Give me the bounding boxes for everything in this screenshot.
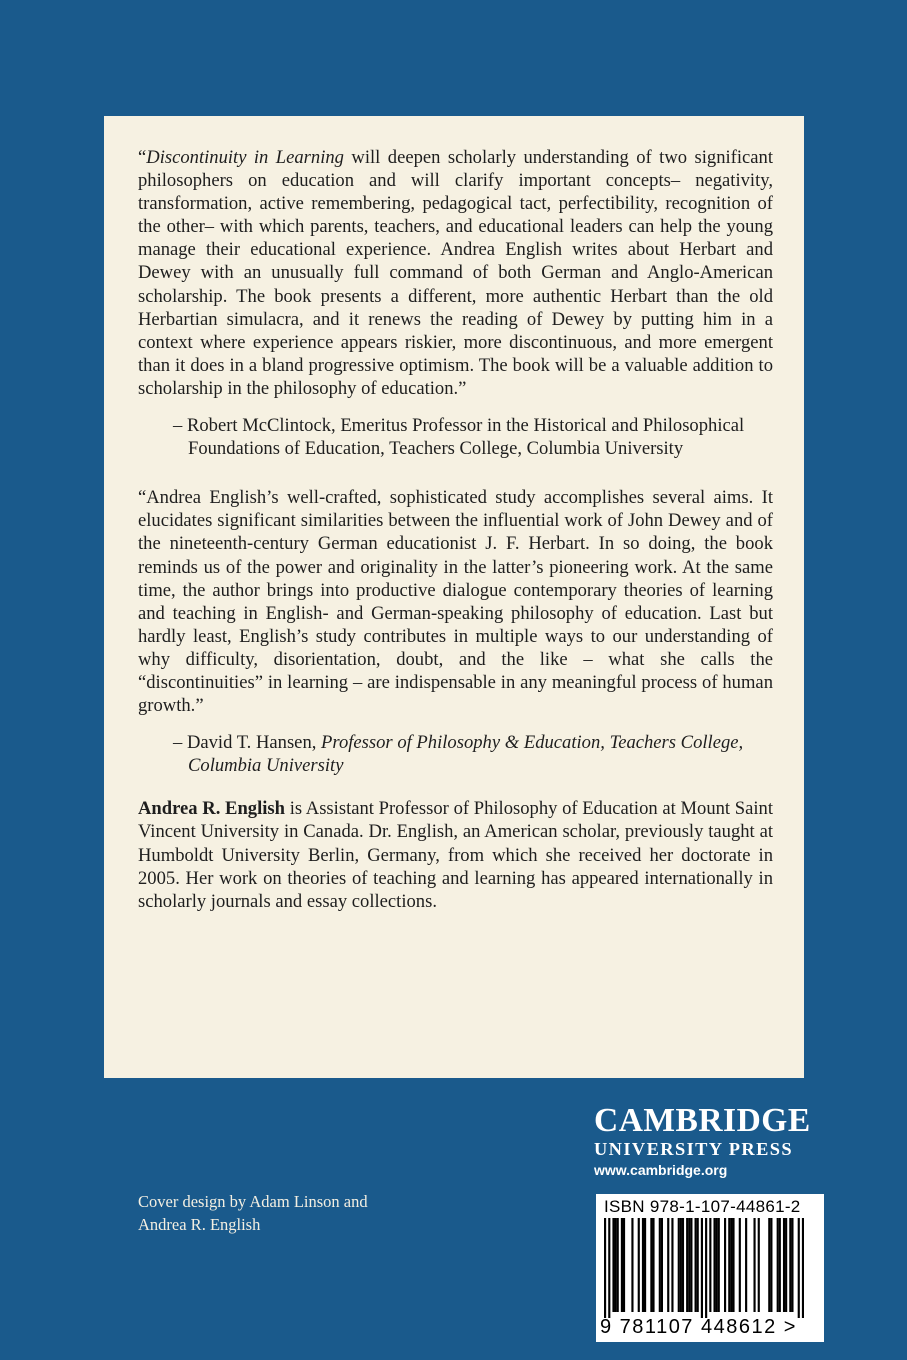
barcode-bar (697, 1218, 699, 1312)
attribution-title: Professor of Philosophy & Education, Teachers College, Columbia University (188, 732, 744, 777)
barcode-bar (638, 1218, 640, 1312)
barcode-bar (758, 1218, 760, 1312)
publisher-url: www.cambridge.org (594, 1162, 728, 1178)
barcode-bar (680, 1218, 682, 1312)
review-quote-hansen: “Andrea English’s well-crafted, sophisticated study accomplishes several aims. It elucidates significant similarities between the influential work of John Dewey and of the nineteenth-century German educationist J. F. Herbart. In so doing, the book reminds us of the power and originality in the latter’s pioneering work. At the same time, the author brings into productive dialogue contemporary theories of learning and teaching in English- and German-speaking philosophy of education. Last but hardly least, English’s study contributes in multiple ways to our understanding of why difficulty, disorientation, doubt, and the like – what she calls the “discontinuities” in learning – are indispensable in any meaningful process of human growth.” (138, 487, 773, 717)
barcode-bar (791, 1218, 793, 1312)
barcode-bar (667, 1218, 669, 1312)
barcode-bar (678, 1218, 680, 1312)
barcode-bar (770, 1218, 772, 1312)
barcode-bar (617, 1218, 619, 1312)
barcode-bar (705, 1218, 707, 1318)
blurb-panel (104, 116, 804, 1078)
barcode-bar (709, 1218, 711, 1312)
barcode-bar (716, 1218, 718, 1312)
barcode-bar (739, 1218, 741, 1312)
barcode-bar (695, 1218, 697, 1312)
barcode-bar (802, 1218, 804, 1318)
barcode-bar (779, 1218, 781, 1312)
barcode-bar (730, 1218, 732, 1312)
cover-design-credit (138, 1190, 368, 1236)
book-title: Discontinuity in Learning (146, 147, 344, 168)
barcode-bar (718, 1218, 720, 1312)
barcode-digits: 9 781107 448612 > (600, 1316, 797, 1338)
author-name: Andrea R. English (138, 798, 285, 820)
barcode-bar (659, 1218, 661, 1312)
quote-open-mark: “ (138, 147, 147, 168)
attribution-hansen (173, 731, 773, 777)
barcode-bar (623, 1218, 625, 1312)
barcode-bar (621, 1218, 623, 1312)
barcode-bar (768, 1218, 770, 1312)
barcode-bar (789, 1218, 791, 1312)
review-quote-mcclintock (138, 146, 773, 400)
attribution-mcclintock: – Robert McClintock, Emeritus Professor in the Historical and Philosophical Foundations of Education, Teachers College, Columbia University (173, 415, 745, 460)
barcode-bar (732, 1218, 734, 1312)
barcode-bar (671, 1218, 673, 1312)
isbn-label: ISBN 978-1-107-44861-2 (604, 1197, 801, 1216)
barcode-bar (724, 1218, 726, 1312)
author-bio (138, 797, 773, 912)
barcode-bar (604, 1218, 606, 1318)
barcode-bar (608, 1218, 610, 1318)
isbn-barcode-box (596, 1194, 824, 1342)
publisher-press: UNIVERSITY PRESS (594, 1139, 794, 1159)
barcode-bar (652, 1218, 654, 1312)
barcode-bar (642, 1218, 644, 1312)
barcode-bar (612, 1218, 614, 1312)
credit-line-1: Cover design by Adam Linson and (138, 1192, 368, 1211)
barcode-bar (728, 1218, 730, 1312)
barcode-bar (783, 1218, 785, 1312)
barcode-bar (777, 1218, 779, 1312)
publisher-logo (594, 1104, 826, 1180)
barcode-bar (798, 1218, 800, 1318)
barcode-bar (615, 1218, 617, 1312)
barcode (604, 1218, 804, 1318)
barcode-bar (688, 1218, 690, 1312)
attribution-name: – David T. Hansen, (173, 732, 322, 754)
publisher-name: CAMBRIDGE (594, 1102, 811, 1139)
barcode-bar (753, 1218, 755, 1312)
credit-line-2: Andrea R. English (138, 1215, 261, 1234)
barcode-bar (713, 1218, 715, 1312)
quote-text: will deepen scholarly understanding of two significant philosophers on education and will clarify important concepts– negativity, transformation, active remembering, pedagogical tact, perfectibility, recognition of the other– with which parents, teachers, and educational leaders can help the young manage their educational experience. Andrea English writes about Herbart and Dewey with an unusually full command of both German and Anglo-American scholarship. The book presents a different, more authentic Herbart than the old Herbartian simulacra, and it renews the reading of Dewey by putting him in a context where experience appears riskier, more discontinuous, and more emergent than it does in a bland progressive optimism. The book will be a valuable addition to scholarship in the philosophy of education.” (138, 147, 773, 399)
barcode-bar (650, 1218, 652, 1312)
barcode-bar (644, 1218, 646, 1312)
barcode-bar (682, 1218, 684, 1312)
barcode-bar (785, 1218, 787, 1312)
barcode-bar (631, 1218, 633, 1312)
barcode-bar (686, 1218, 688, 1312)
barcode-bar (745, 1218, 747, 1312)
barcode-bar (690, 1218, 692, 1312)
bio-text: is Assistant Professor of Philosophy of Education at Mount Saint Vincent University in Canada. Dr. English, an American scholar, previously taught at Humboldt University Berlin, Germany, from which she received her doctorate in 2005. Her work on theories of teaching and learning has appeared internationally in scholarly journals and essay collections. (138, 798, 774, 912)
barcode-bar (701, 1218, 703, 1318)
barcode-bar (661, 1218, 663, 1312)
